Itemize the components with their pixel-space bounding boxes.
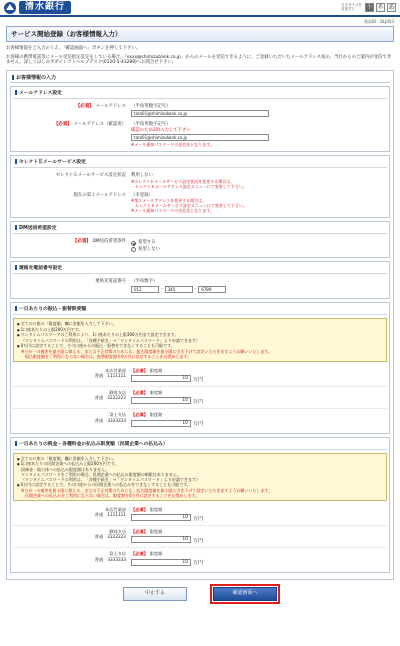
select-email-status-label: セレクトＥメールサービス設定状況: [55, 173, 126, 179]
font-size-label: 文字サイズを変更する: [341, 2, 362, 11]
account-number: 1111111: [107, 373, 126, 379]
note-item: ● 0万円に設定することで、その口座からの振込・振替をできなくすることも可能です。: [17, 343, 383, 349]
phone-separator: -: [161, 286, 163, 292]
required-mark: 【必須】: [131, 529, 148, 535]
intro-text: [6, 46, 394, 66]
form-actions: [6, 587, 394, 601]
branch-name: 富士支店: [109, 551, 126, 557]
email-confirm-hint: （半角英数字記号）: [131, 122, 171, 128]
limit-label: 限度額: [149, 506, 163, 512]
account-type: 普通: [94, 512, 104, 518]
account-row: [13, 409, 387, 430]
dm-label: DM送信希望条件: [92, 239, 126, 245]
account-number: 3333333: [107, 417, 126, 423]
note-item: （ワンタイムパスワードの利用は、「各種手続き」→「ワンタイムパスワード」より申請できます）: [21, 477, 200, 483]
account-type: 普通: [94, 395, 104, 401]
limit-label: 限度額: [149, 529, 163, 535]
subsection-title: 連絡先電話番号設定: [13, 264, 387, 274]
second-email-value: （未登録）: [131, 192, 153, 198]
note-item: 民間企業への払込みをご利用にならない場合は、限度額を0万円に設定することをお奨めします。: [21, 492, 200, 498]
select-email-status-note: ※セレクトＥメールサービス設定状況を変更する場合は、: [131, 178, 235, 184]
intro-line: お客様情報をご入力のうえ、「確認画面へ」ボタンを押して下さい。: [6, 46, 141, 52]
bank-name: 清水銀行: [19, 1, 71, 14]
note-item: ● 全てのロ座の「限度額」欄に金額を入力して下さい。: [17, 456, 383, 462]
required-mark: 【必須】: [131, 551, 148, 557]
phone-label: 連絡先電話番号: [95, 279, 126, 285]
limit-amount-input[interactable]: 10: [131, 420, 191, 427]
note-item: ※万が一の被害を最小限に抑える、または不正対策のためにも、振込限度額を最小限に引き下げて設定いただきますようお願いいたします。: [21, 348, 273, 354]
email-input[interactable]: taro01@shimizubank.co.jp: [131, 110, 269, 117]
limit-label: 限度額: [149, 551, 163, 557]
dm-settings: [10, 221, 390, 258]
second-email-note: セレクトＥメールサービス設定メニューにて変更して下さい。: [131, 203, 247, 209]
header: [0, 0, 400, 17]
branch-name: 本店営業部: [105, 367, 126, 373]
tax-limit-settings: [10, 437, 390, 573]
branch-name: 静岡支店: [109, 390, 126, 396]
phone-input-area[interactable]: 012: [131, 286, 159, 293]
font-size-medium-button[interactable]: あ: [377, 4, 383, 11]
note-item: ● 1口座あたりの上限200万円です。: [17, 327, 383, 333]
limit-amount-input[interactable]: 10: [131, 514, 191, 521]
note-item: （ワンタイムパスワードの利用は、「各種手続き」→「ワンタイムパスワード」より申請できます）: [21, 338, 200, 344]
account-type: 普通: [94, 417, 104, 423]
second-email-note: ※第２メールアドレスを変更する場合は、: [131, 198, 207, 204]
dm-option-no[interactable]: [131, 247, 387, 253]
subsection-title: メールアドレス設定: [13, 89, 387, 99]
unit-label: 万円: [193, 538, 204, 545]
transfer-limit-settings: [10, 302, 390, 434]
customer-info-section: [6, 70, 394, 580]
limit-label: 限度額: [149, 412, 163, 418]
account-row: [13, 504, 387, 526]
tax-limit-notes: [13, 453, 387, 501]
required-mark: 【必須】: [131, 412, 148, 418]
bank-logo: [4, 1, 71, 14]
note-item: 振込限度額をご利用にならない場合は、振替限度額を0万円に設定することをお奨めします。: [21, 353, 192, 359]
subsection-title: 一日あたりの税金・各種料金の払込み限度額（民間企業への払込み）: [13, 440, 387, 450]
required-mark: 【必須】: [75, 103, 94, 109]
email-confirm-note: 確認のため2回入力して下さい: [131, 127, 191, 133]
second-email-label: 現在の第２メールアドレス: [73, 192, 126, 198]
radio-icon[interactable]: [131, 247, 136, 252]
unit-label: 万円: [193, 515, 204, 522]
page-title: サービス開始登録（お客様情報入力）: [6, 26, 394, 42]
account-number: 2222222: [107, 395, 126, 401]
limit-amount-input[interactable]: 10: [131, 536, 191, 543]
font-size-small-button[interactable]: 小: [366, 4, 372, 11]
section-title: お客様情報の入力: [10, 74, 390, 83]
note-item: ワンタイムパスワードをご利用の場合、民間企業への払込み限度額の制限はありません。: [21, 472, 181, 478]
account-row: [13, 365, 387, 387]
account-type: 普通: [94, 534, 104, 540]
required-mark: 【必須】: [131, 506, 148, 512]
bank-logo-icon: [4, 2, 16, 14]
limit-amount-input[interactable]: 10: [131, 559, 191, 566]
select-email-status-note: セレクトＥメールアドレス設定メニューにて変更して下さい。: [131, 183, 247, 189]
phone-input-number[interactable]: 6789: [198, 286, 226, 293]
cancel-button[interactable]: 中止する: [123, 587, 187, 601]
account-type: 普通: [94, 373, 104, 379]
limit-amount-input[interactable]: 10: [131, 397, 191, 404]
required-mark: 【必須】: [72, 239, 91, 245]
select-email-settings: [10, 155, 390, 218]
note-item: ● ワンタイムパスワードのご利用により、1口座あたりの上限300万円まで設定できます。: [17, 332, 383, 338]
limit-amount-input[interactable]: 10: [131, 375, 191, 382]
phone-input-local[interactable]: 345: [165, 286, 193, 293]
required-mark: 【必須】: [131, 390, 148, 396]
account-row: [13, 387, 387, 409]
unit-label: 万円: [193, 560, 204, 567]
email-confirm-input[interactable]: taro01@shimizubank.co.jp: [131, 134, 269, 141]
branch-name: 富士支店: [109, 412, 126, 418]
email-hint: （半角英数字記号）: [131, 103, 171, 109]
note-item: 国庫金・地公体への払込み限度額はありません。: [21, 467, 110, 473]
branch-name: 本店営業部: [105, 506, 126, 512]
phone-hint: （半角数字）: [131, 279, 158, 285]
email-note: ※メール通知パスワードの送信先となります。: [131, 142, 214, 148]
screen-id: 画面ID：BLJ003: [363, 19, 394, 24]
account-number: 1111111: [107, 512, 126, 518]
phone-separator: -: [194, 286, 197, 292]
subsection-title: DM送信希望設定: [13, 224, 387, 234]
branch-name: 静岡支店: [109, 529, 126, 535]
email-settings: [10, 86, 390, 152]
email-confirm-label: メールアドレス（確認用）: [73, 122, 126, 128]
confirm-button[interactable]: 確認画面へ: [213, 587, 277, 601]
account-number: 3333333: [107, 556, 126, 562]
second-email-note: ※メール通知パスワードの送信先となります。: [131, 208, 214, 214]
note-item: ● 1口座あたりの民間企業への払込み上限200万円です。: [17, 461, 383, 467]
subsection-title: セレクトＥメールサービス設定: [13, 158, 387, 168]
unit-label: 万円: [193, 376, 204, 383]
required-mark: 【必須】: [53, 122, 72, 128]
dm-option-yes[interactable]: [131, 240, 387, 246]
email-label: メールアドレス: [95, 103, 126, 109]
phone-settings: [10, 261, 390, 298]
note-item: ※万が一の被害を最小限に抑える、または不正対策のためにも、払込限度額を最小限に引き下げて設定いただきますようお願いいたします。: [21, 487, 273, 493]
intro-line: お客様の携帯電話等にメール受信指定設定をしている場合、「xxxx@shimizubank.co.jp」からのメールを受信できるように、ご登録いただいたメールアドレス宛の、当行からのご案内が受信できません。詳しくはしみずダイレクトヘルプデスク(0120-5-43289)へお問合せ下さい。: [6, 54, 392, 66]
required-mark: 【必須】: [131, 367, 148, 373]
account-number: 2222222: [107, 534, 126, 540]
account-type: 普通: [94, 556, 104, 562]
radio-selected-icon[interactable]: [131, 241, 136, 246]
unit-label: 万円: [193, 399, 204, 406]
note-item: ● 0万円に設定することで、その口座からの民間企業への払込みをできなくすることも可能です。: [17, 482, 383, 488]
note-item: ● 全てのロ座の「限度額」欄に金額を入力して下さい。: [17, 321, 383, 327]
account-row: [13, 548, 387, 569]
limit-label: 限度額: [149, 367, 163, 373]
subsection-title: 一日あたりの振込・振替限度額: [13, 305, 387, 315]
limit-label: 限度額: [149, 390, 163, 396]
unit-label: 万円: [193, 421, 204, 428]
transfer-limit-notes: [13, 318, 387, 362]
dm-option-label: 希望する: [138, 240, 156, 246]
account-row: [13, 526, 387, 548]
dm-option-label: 希望しない: [138, 246, 160, 252]
select-email-status-value: 利用しない: [131, 173, 153, 179]
font-size-switcher: [341, 3, 396, 12]
font-size-large-button[interactable]: あ: [388, 3, 395, 11]
